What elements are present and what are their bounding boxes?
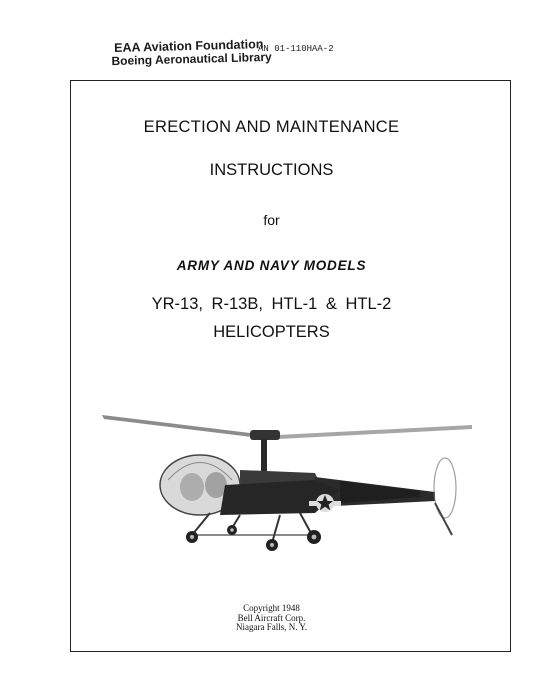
copyright-block [0, 604, 543, 633]
title-army-navy-models: ARMY AND NAVY MODELS [176, 258, 367, 273]
title-helicopters: HELICOPTERS [213, 323, 330, 341]
stamp-line-library: Boeing Aeronautical Library [111, 49, 272, 69]
library-stamp [111, 37, 272, 69]
publisher-line: Bell Aircraft Corp. [237, 612, 306, 623]
helicopter-photo-icon [100, 385, 475, 565]
title-for: for [263, 212, 280, 228]
title-instructions: INSTRUCTIONS [209, 161, 334, 179]
title-model-list: YR-13, R-13B, HTL-1 & HTL-2 [151, 295, 392, 313]
title-erection-maintenance: ERECTION AND MAINTENANCE [143, 118, 400, 136]
stamp-line-foundation: EAA Aviation Foundation [113, 37, 264, 55]
location-line: Niagara Falls, N. Y. [236, 622, 307, 632]
document-number: AN 01-110HAA-2 [258, 44, 334, 54]
copyright-line: Copyright 1948 [243, 603, 300, 613]
